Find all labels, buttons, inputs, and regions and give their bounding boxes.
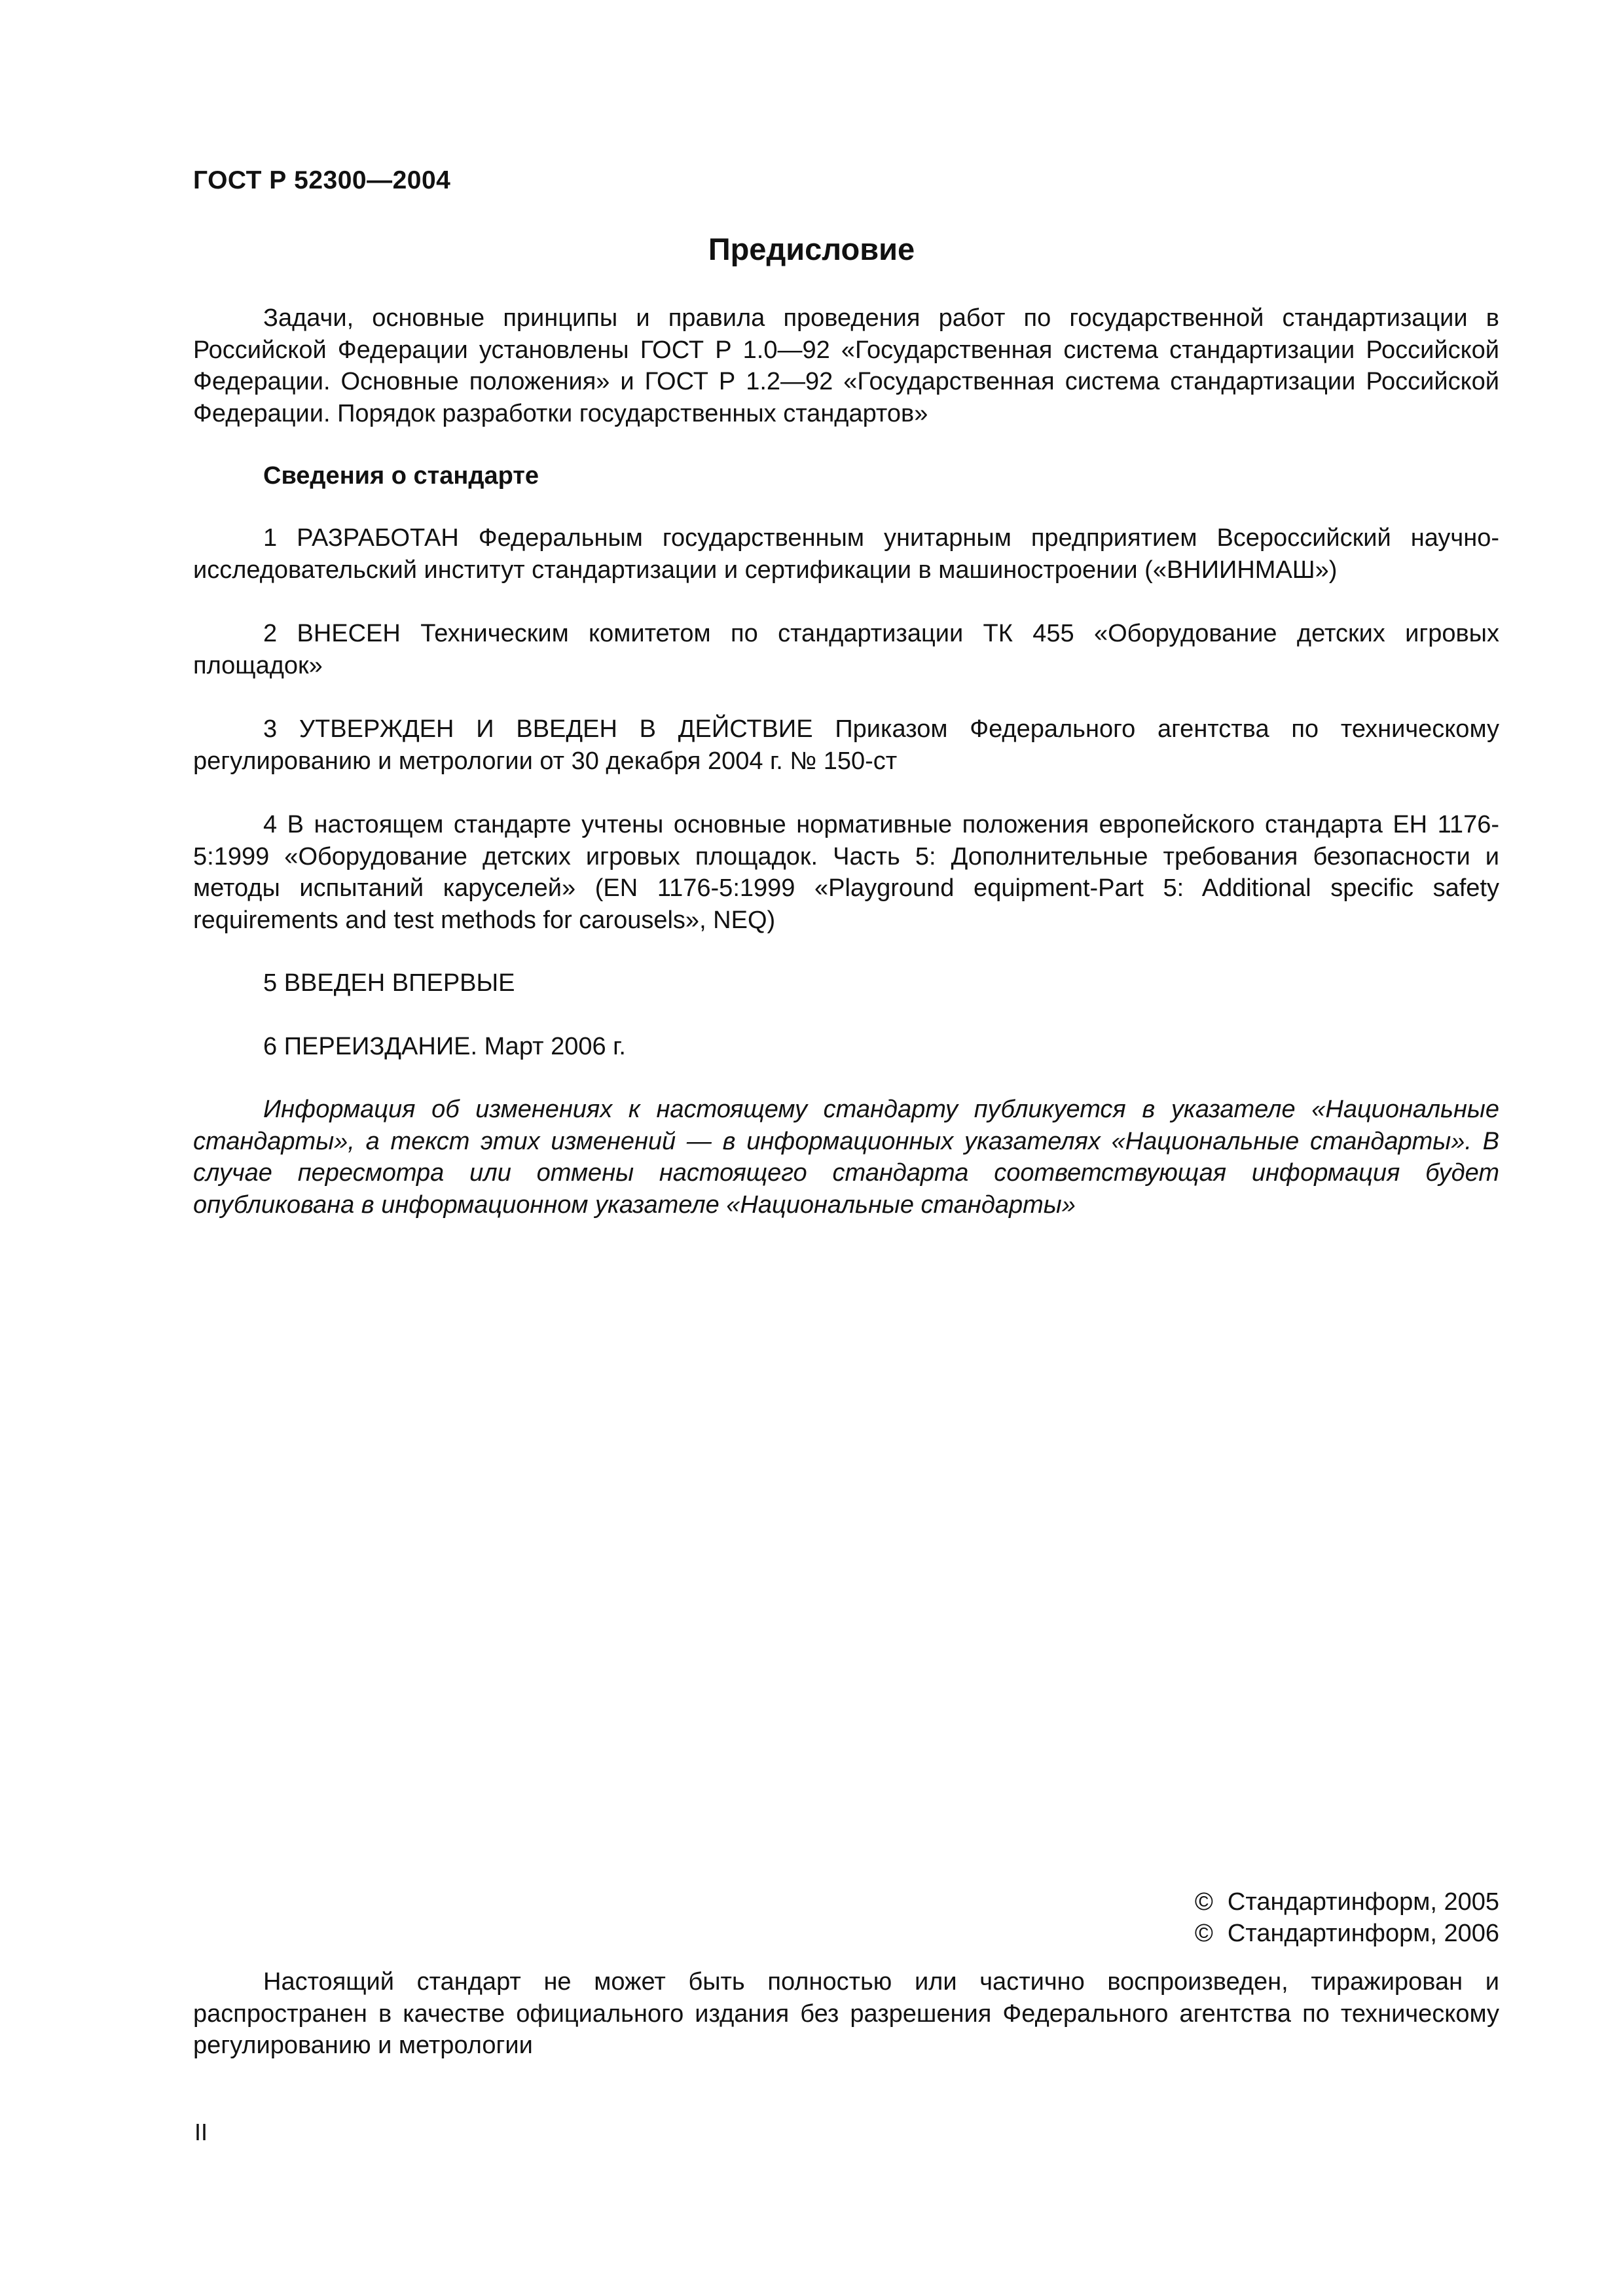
item-1-developed: 1 РАЗРАБОТАН Федеральным государственным унитарным предприятием Всероссийский научно-исследовательский институт стандартизации и сертификации в машиностроении («ВНИИНМАШ») bbox=[193, 524, 1499, 584]
item-4-european-standard: 4 В настоящем стандарте учтены основные нормативные положения европейского стандарта ЕН 1176-5:1999 «Оборудование детских игровых площадок. Часть 5: Дополнительные требования безопасности и методы испытаний каруселей» (EN 1176-5:1999 «Playground equipment-Part 5: Additional specific safety requirements and test methods for carousels», NEQ) bbox=[193, 811, 1499, 934]
copyright-2006 bbox=[1195, 1918, 1499, 1949]
intro-paragraph: Задачи, основные принципы и правила проведения работ по государственной стандартизации в Российской Федерации установлены ГОСТ Р 1.0—92 «Государственная система стандартизации Российской Федерации. Основные положения» и ГОСТ Р 1.2—92 «Государственная система стандартизации Российской Федерации. Порядок разработки государственных стандартов» bbox=[193, 304, 1499, 427]
copyright-text: Стандартинформ, 2006 bbox=[1227, 1920, 1499, 1947]
item-2-introduced: 2 ВНЕСЕН Техническим комитетом по стандартизации ТК 455 «Оборудование детских игровых площадок» bbox=[193, 620, 1499, 679]
legal-notice: Настоящий стандарт не может быть полностью или частично воспроизведен, тиражирован и распространен в качестве официального издания без разрешения Федерального агентства по техническому регулированию и метрологии bbox=[193, 1968, 1499, 2059]
copyright-2005 bbox=[1195, 1886, 1499, 1918]
document-code: ГОСТ Р 52300—2004 bbox=[193, 166, 451, 194]
copyright-symbol: © bbox=[1194, 1888, 1213, 1916]
item-3-approved: 3 УТВЕРЖДЕН И ВВЕДЕН В ДЕЙСТВИЕ Приказом Федерального агентства по техническому регулированию и метрологии от 30 декабря 2004 г. № 150-ст bbox=[193, 715, 1499, 775]
changes-info-note: Информация об изменениях к настоящему стандарту публикуется в указателе «Национальные стандарты», а текст этих изменений — в информационных указателях «Национальные стандарты». В случае пересмотра или отмены настоящего стандарта соответствующая информация будет опубликована в информационном указателе «Национальные стандарты» bbox=[193, 1096, 1499, 1219]
item-5-first-introduced: 5 ВВЕДЕН ВПЕРВЫЕ bbox=[263, 969, 515, 997]
copyright-symbol: © bbox=[1194, 1920, 1213, 1947]
item-6-reissue: 6 ПЕРЕИЗДАНИЕ. Март 2006 г. bbox=[263, 1033, 626, 1060]
copyright-text: Стандартинформ, 2005 bbox=[1227, 1888, 1499, 1916]
page-title: Предисловие bbox=[708, 232, 915, 266]
section-subheading: Сведения о стандарте bbox=[263, 462, 539, 490]
page-number: II bbox=[194, 2119, 208, 2145]
